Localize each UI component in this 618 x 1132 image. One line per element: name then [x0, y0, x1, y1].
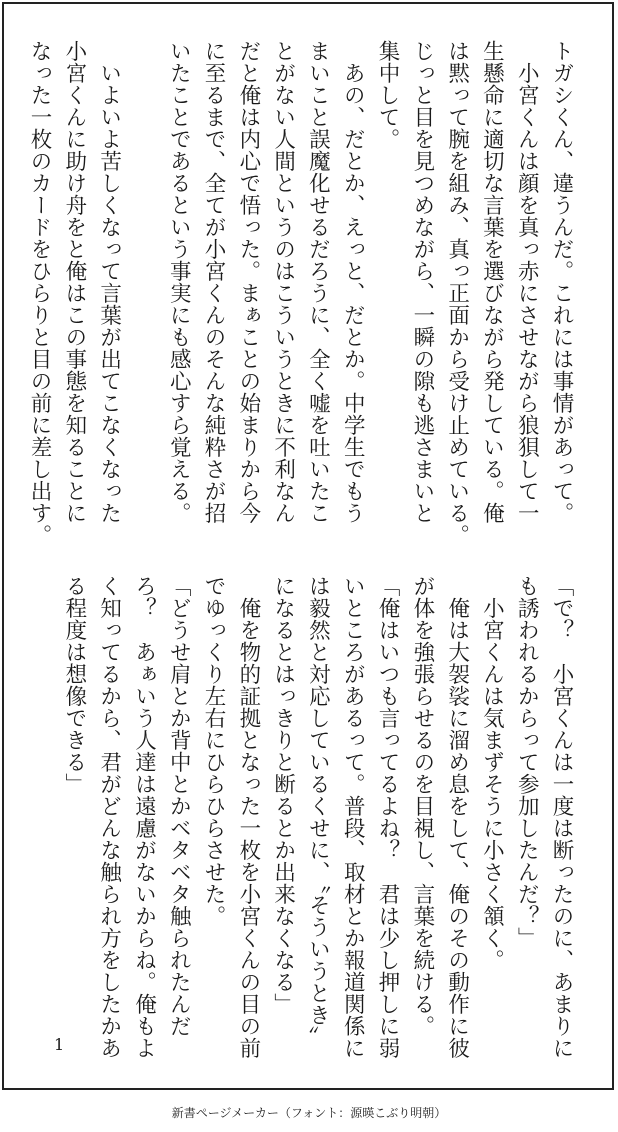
text-line: になるとはっきりと断るとか出来なくなる」: [270, 575, 296, 1015]
text-line: ろ？ あぁいう人達は遠慮がないからね。俺もよ: [131, 575, 157, 1059]
text-line: 「で？ 小宮くんは一度は断ったのに、あまりに: [549, 575, 574, 1059]
text-line: 俺は大袈裟に溜め息をして、俺のその動作に彼: [444, 575, 470, 1059]
text-line: 小宮くんに助け舟をと俺はこの事態を知ることに: [61, 40, 87, 524]
text-line: でゆっくり左右にひらひらさせた。: [201, 575, 227, 927]
lower-text-block: [58, 575, 578, 1095]
text-line: は黙って腕を組み、真っ正面から受け止めている。: [444, 40, 470, 546]
text-line: [126, 40, 161, 560]
text-line: トガシくん、違うんだ。これには事情があって。: [549, 40, 574, 524]
text-line: 俺を物的証拠となった一枚を小宮くんの目の前: [235, 575, 261, 1059]
text-line: る程度は想像できる」: [61, 575, 87, 795]
text-line: く知ってるから、君がどんな触られ方をしたかあ: [96, 575, 122, 1059]
text-line: 「どうせ肩とか背中とかベタベタ触られたんだ: [166, 575, 192, 1037]
text-line: なった一枚のカードをひらりと目の前に差し出す。: [27, 40, 53, 546]
page-number: 1: [54, 1035, 65, 1054]
text-line: まいこと誤魔化せるだろうに、全く嘘を吐いたこ: [305, 40, 331, 524]
text-line: とがない人間というのはこういうときに不利なん: [270, 40, 296, 524]
text-line: だと俺は内心で悟った。まぁことの始まりから今: [235, 40, 261, 524]
text-line: いよいよ苦しくなって言葉が出てこなくなった: [96, 40, 122, 524]
text-line: あの、だとか、えっと、だとか。中学生でもう: [340, 40, 366, 524]
text-line: じっと目を見つめながら、一瞬の隙も逃さまいと: [409, 40, 435, 524]
text-line: も誘われるからって参加したんだ？」: [514, 575, 540, 949]
text-line: に至るまで、全てが小宮くんのそんな純粋さが招: [201, 40, 227, 524]
upper-text-block: [27, 40, 578, 560]
text-line: 集中して。: [375, 40, 401, 150]
footer-caption: 新書ページメーカー（フォント：源暎こぶり明朝）: [171, 1106, 447, 1120]
text-line: いところがあるって。普段、取材とか報道関係に: [340, 575, 366, 1059]
text-line: は毅然と対応しているくせに、〝そういうとき〟: [305, 575, 331, 1049]
text-line: 小宮くんは気まずそうに小さく頷く。: [479, 575, 505, 971]
text-line: 小宮くんは顔を真っ赤にさせながら狼狽して一: [514, 40, 540, 524]
text-line: 生懸命に適切な言葉を選びながら発している。俺: [479, 40, 505, 524]
text-line: が体を強張らせるのを目視し、言葉を続ける。: [409, 575, 435, 1037]
text-line: 「俺はいつも言ってるよね？ 君は少し押しに弱: [375, 575, 401, 1059]
text-line: いたことであるという事実にも感心すら覚える。: [166, 40, 192, 524]
